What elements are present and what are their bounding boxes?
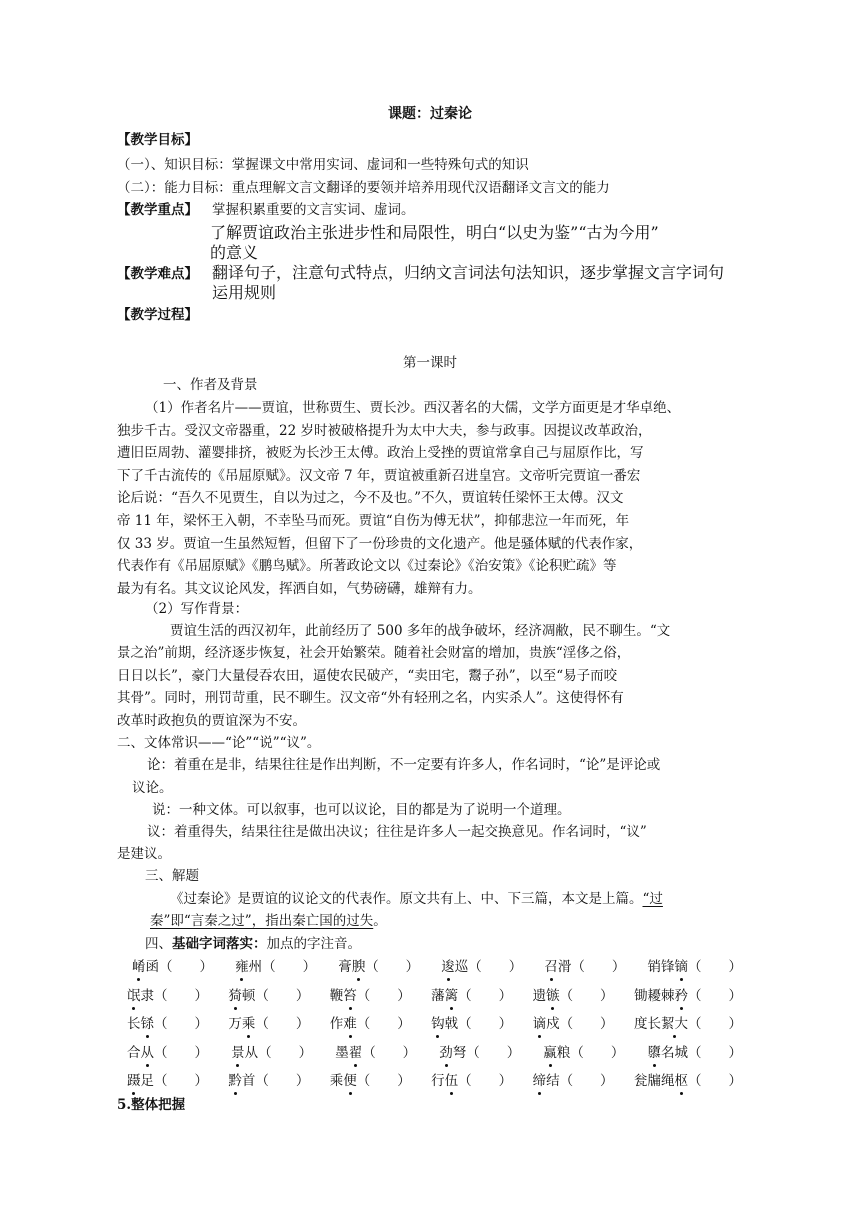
vocab-word-part: 度长 [633, 1016, 661, 1032]
answer-blank[interactable]: （ ） [365, 959, 420, 975]
answer-blank[interactable]: （ ） [468, 959, 523, 975]
title-explanation-line1 [170, 887, 663, 907]
background-heading: （2）写作背景： [145, 601, 249, 617]
difficulty-line2: 运用规则 [212, 283, 277, 302]
answer-blank[interactable]: （ ） [154, 1044, 208, 1061]
vocab-word-part: 墨 [335, 1044, 349, 1061]
vocab-item [647, 955, 742, 975]
vocab-word-part: 雍 [235, 959, 249, 975]
vocab-word-part: 篱 [444, 987, 459, 1004]
vocab-item [634, 1069, 742, 1089]
difficulty-heading: 【教学难点】 [117, 266, 198, 282]
answer-blank[interactable]: （ ） [154, 1073, 208, 1089]
vocab-item [330, 1012, 411, 1032]
page-title: 课题：过秦论 [388, 106, 472, 122]
vocab-word-part: 劲 [439, 1044, 453, 1061]
vocab-word-part: 弩 [452, 1044, 467, 1061]
vocab-item [543, 1041, 624, 1061]
vocab-item [431, 1012, 512, 1032]
answer-blank[interactable]: （ ） [687, 1044, 742, 1061]
answer-blank[interactable]: （ ） [458, 1016, 513, 1032]
vocab-row [127, 1041, 742, 1061]
vocab-word-part: 滑 [557, 959, 572, 975]
background-line: 景之治”前期，经济逐步恢复，社会开始繁荣。随着社会财富的增加，贵族“淫侈之俗， [117, 645, 631, 662]
section-1-heading: 一、作者及背景 [163, 377, 258, 393]
answer-blank[interactable]: （ ） [356, 1016, 411, 1032]
lun-definition-line1: 论：着重在是非，结果往往是作出判断，不一定要有许多人，作名词时，“论”是评论或 [147, 757, 661, 773]
background-line: 日日以长”，豪门大量侵吞农田，逼使农民破产，“卖田宅，鬻子孙”，以至“易子而咬 [117, 667, 618, 684]
vocab-word-part: 乘 [241, 1016, 256, 1032]
section-5-heading: 5.整体把握 [117, 1097, 186, 1113]
vocab-word-part: 从 [140, 1044, 154, 1061]
vocab-word-part: 作 [329, 1016, 344, 1032]
process-heading: 【教学过程】 [117, 307, 198, 323]
shuo-definition: 说：一种文体。可以叙事，也可以议论，目的都是为了说明一个道理。 [152, 802, 571, 818]
vocab-word-part: 景 [231, 1044, 245, 1061]
answer-blank[interactable]: （ ） [458, 1073, 513, 1089]
vocab-word-part: 戍 [546, 1016, 560, 1032]
vocab-word-part: 黔 [228, 1073, 242, 1089]
answer-blank[interactable]: （ ） [255, 1073, 310, 1089]
vocab-word-part: 矜 [674, 987, 688, 1004]
answer-blank[interactable]: （ ） [559, 1016, 614, 1032]
vocab-word-part: 镞 [546, 987, 560, 1004]
section-4-instruction: 加点的字注音。 [266, 936, 361, 952]
vocab-item [127, 984, 208, 1004]
vocab-item [231, 1041, 312, 1061]
vocab-word-part: 便 [343, 1073, 357, 1089]
vocab-item [127, 1069, 208, 1089]
vocab-word-part: 巡 [454, 959, 469, 975]
vocab-item [330, 1069, 411, 1089]
answer-blank[interactable]: （ ） [154, 1016, 208, 1032]
answer-blank[interactable]: （ ） [356, 987, 411, 1004]
vocab-word-part: 函 [145, 959, 159, 975]
answer-blank[interactable]: （ ） [570, 1044, 625, 1061]
vocab-word-part: 枢 [674, 1073, 688, 1089]
vocab-word-part: 粮 [556, 1044, 571, 1061]
vocab-item [439, 1041, 520, 1061]
answer-blank[interactable]: （ ） [362, 1044, 417, 1061]
author-intro-line: 遭旧臣周勃、灌婴排挤，被贬为长沙王太傅。政治上受挫的贾谊常拿自己与屈原作比，写 [117, 445, 644, 462]
answer-blank[interactable]: （ ） [687, 1073, 742, 1089]
title-explanation-underlined: 秦”即“言秦之过”，指出秦亡国的过失 [150, 913, 374, 929]
title-explanation-underlined-start: “过 [642, 891, 663, 907]
vocab-item [441, 955, 522, 975]
answer-blank[interactable]: （ ） [687, 959, 742, 975]
answer-blank[interactable]: （ ） [458, 987, 513, 1004]
vocab-word-part: 长 [127, 1016, 141, 1032]
vocab-word-part: 戟 [444, 1016, 459, 1032]
vocab-item [228, 1012, 309, 1032]
vocab-word-part: 鞭 [329, 987, 344, 1004]
vocab-word-part: 遗 [532, 987, 547, 1004]
vocab-word-part: 蹑 [127, 1073, 141, 1089]
key-point-2-line1: 了解贾谊政治主张进步性和局限性，明白“以史为鉴”“古为今用” [210, 223, 659, 242]
section-2-heading: 二、文体常识——“论”“说”“议”。 [117, 735, 321, 751]
vocab-item [544, 955, 625, 975]
background-line: 其骨”。同时，刑罚苛重，民不聊生。汉文帝“外有轻刑之名，内实杀人”。这使得怀有 [117, 690, 624, 707]
vocab-word-part: 销锋 [647, 959, 675, 975]
vocab-item [228, 984, 309, 1004]
yi-definition-line1: 议：着重得失，结果往往是做出决议；往往是许多人一起交换意见。作名词时，“议” [147, 824, 647, 840]
vocab-word-part: 合 [127, 1044, 141, 1061]
key-heading: 【教学重点】 [117, 202, 198, 218]
vocab-word-part: 铩 [140, 1016, 154, 1032]
vocab-word-part: 笞 [343, 987, 357, 1004]
vocab-word-part: 隳 [647, 1044, 661, 1061]
vocab-word-part: 足 [140, 1073, 154, 1089]
vocab-word-part: 镝 [674, 959, 688, 975]
vocab-item [330, 984, 411, 1004]
lesson-title: 第一课时 [403, 355, 457, 371]
section-4-title: 基础字词落实： [172, 936, 267, 952]
author-intro-line: 代表作有《吊屈原赋》《鹏鸟赋》。所著政论文以《过秦论》《治安策》《论积贮疏》等 [117, 558, 617, 575]
vocab-word-part: 州 [248, 959, 263, 975]
vocab-row [127, 984, 742, 1004]
author-intro-line: 帝 11 年，梁怀王入朝，不幸坠马而死。贾谊“自伤为傅无状”，抑郁悲泣一年而死，年 [117, 513, 630, 529]
vocab-word-part: 氓 [127, 987, 141, 1004]
vocab-word-part: 谪 [532, 1016, 547, 1032]
background-line: 改革时政抱负的贾谊深为不安。 [117, 712, 306, 729]
vocab-word-part: 隶 [140, 987, 154, 1004]
answer-blank[interactable]: （ ） [687, 987, 742, 1004]
vocab-word-part: 名城 [660, 1044, 688, 1061]
vocab-word-part: 藩 [431, 987, 445, 1004]
vocab-word-part: 瓮牖绳 [633, 1073, 675, 1089]
vocab-word-part: 首 [241, 1073, 256, 1089]
vocab-item [647, 1041, 742, 1061]
section-3-heading: 三、解题 [145, 868, 199, 884]
vocab-row [127, 1012, 742, 1032]
vocab-word-part: 赢 [543, 1044, 557, 1061]
section-4-number: 四、 [145, 936, 172, 952]
vocab-item [533, 1012, 614, 1032]
vocab-row [132, 955, 742, 975]
answer-blank[interactable]: （ ） [255, 987, 310, 1004]
key-point-2-line2: 的意义 [210, 243, 259, 262]
answer-blank[interactable]: （ ） [687, 1016, 742, 1032]
vocab-item [335, 1041, 416, 1061]
vocab-item [235, 955, 316, 975]
vocab-word-part: 结 [546, 1073, 560, 1089]
answer-blank[interactable]: （ ） [559, 1073, 614, 1089]
vocab-item [431, 1069, 512, 1089]
vocab-word-part: 猗 [228, 987, 242, 1004]
answer-blank[interactable]: （ ） [356, 1073, 411, 1089]
vocab-word-part: 逡 [441, 959, 455, 975]
vocab-item [132, 955, 213, 975]
vocab-word-part: 难 [343, 1016, 357, 1032]
vocab-word-part: 腴 [351, 959, 366, 975]
background-line: 贾谊生活的西汉初年，此前经历了 500 多年的战争破坏，经济凋敝，民不聊生。“文 [170, 623, 671, 639]
title-explanation-text: 《过秦论》是贾谊的议论文的代表作。原文共有上、中、下三篇，本文是上篇。 [170, 891, 643, 907]
vocab-item [127, 1041, 208, 1061]
author-intro-line: 独步千古。受汉文帝器重，22 岁时被破格提升为太中大夫，参与政事。因提议改革政治， [117, 422, 652, 439]
vocab-item [533, 1069, 614, 1089]
vocab-word-part: 絜大 [660, 1016, 688, 1032]
vocab-word-part: 缔 [532, 1073, 547, 1089]
answer-blank[interactable]: （ ） [262, 959, 317, 975]
vocab-word-part: 万 [228, 1016, 242, 1032]
vocab-item [431, 984, 512, 1004]
vocab-word-part: 行 [431, 1073, 445, 1089]
vocab-word-part: 翟 [348, 1044, 363, 1061]
author-intro-line: 论后说：“吾久不见贾生，自以为过之，今不及也。”不久，贾谊转任梁怀王太傅。汉文 [117, 490, 624, 507]
goal-ability: （二）：能力目标：重点理解文言文翻译的要领并培养用现代汉语翻译文言文的能力 [117, 180, 610, 196]
answer-blank[interactable]: （ ） [258, 1044, 313, 1061]
answer-blank[interactable]: （ ） [255, 1016, 310, 1032]
author-intro-line: 最为有名。其文议论风发，挥洒自如，气势磅礴，雄辩有力。 [117, 580, 482, 597]
vocab-item [533, 984, 614, 1004]
vocab-word-part: 崤 [132, 959, 146, 975]
vocab-word-part: 膏 [338, 959, 352, 975]
goals-heading: 【教学目标】 [117, 132, 198, 148]
answer-blank[interactable]: （ ） [159, 959, 213, 975]
author-intro-line: 下了千古流传的《吊屈原赋》。汉文帝 7 年，贾谊被重新召进皇宫。文帝听完贾谊一番宏 [117, 467, 641, 484]
answer-blank[interactable]: （ ） [559, 987, 614, 1004]
vocab-word-part: 顿 [241, 987, 256, 1004]
vocab-word-part: 伍 [444, 1073, 459, 1089]
vocab-word-part: 钩 [431, 1016, 445, 1032]
section-4-heading [145, 932, 361, 952]
author-intro-line: （1）作者名片——贾谊，世称贾生、贾长沙。西汉著名的大儒，文学方面更是才华卓绝、 [145, 400, 681, 416]
title-explanation-line2 [150, 909, 387, 929]
vocab-row [127, 1069, 742, 1089]
answer-blank[interactable]: （ ） [571, 959, 626, 975]
difficulty-line1: 翻译句子，注意句式特点，归纳文言词法句法知识，逐步掌握文言字词句 [212, 263, 725, 282]
vocab-item [338, 955, 419, 975]
vocab-item [634, 1012, 742, 1032]
vocab-word-part: 乘 [329, 1073, 344, 1089]
lun-definition-line2: 议论。 [132, 780, 173, 796]
vocab-item [228, 1069, 309, 1089]
answer-blank[interactable]: （ ） [154, 987, 208, 1004]
answer-blank[interactable]: （ ） [466, 1044, 521, 1061]
author-intro-line: 仅 33 岁。贾谊一生虽然短暂，但留下了一份珍贵的文化遗产。他是骚体赋的代表作家， [117, 535, 643, 552]
vocab-word-part: 从 [244, 1044, 259, 1061]
vocab-item [634, 984, 742, 1004]
title-explanation-period: 。 [373, 913, 387, 929]
key-point-1: 掌握积累重要的文言实词、虚词。 [212, 202, 415, 218]
goal-knowledge: （一）、知识目标：掌握课文中常用实词、虚词和一些特殊句式的知识 [117, 157, 529, 173]
yi-definition-line2: 是建议。 [117, 846, 171, 862]
vocab-word-part: 锄耰棘 [633, 987, 675, 1004]
vocab-word-part: 召 [544, 959, 558, 975]
vocab-item [127, 1012, 208, 1032]
